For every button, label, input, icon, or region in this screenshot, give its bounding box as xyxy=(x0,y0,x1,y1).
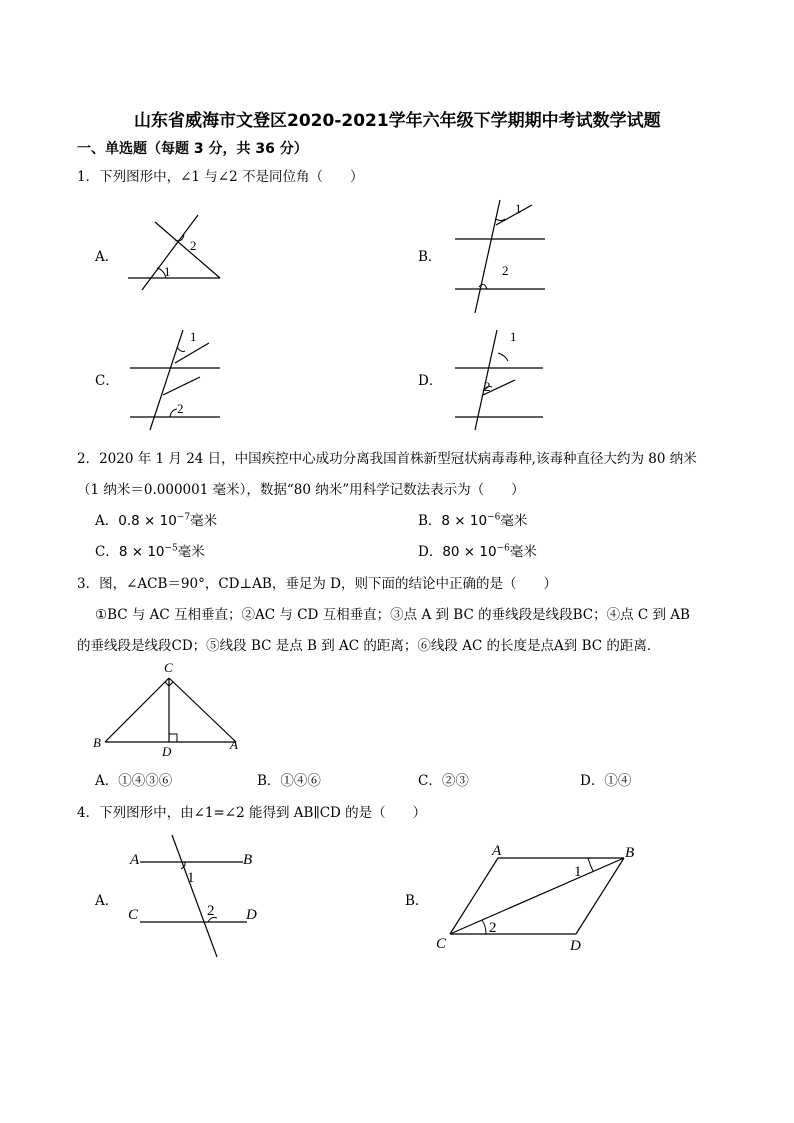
q2-option-a xyxy=(95,509,217,529)
q1-option-d-label: D． xyxy=(418,373,443,389)
q2-option-d-unit: 毫米 xyxy=(509,544,537,560)
q1-option-c-label: C． xyxy=(95,373,119,389)
question-2-stem-line1: 2．2020 年 1 月 24 日，中国疾控中心成功分离我国首株新型冠状病毒毒种,该毒种直径大约为 80 纳米 xyxy=(77,451,697,467)
q4a-label-b: B xyxy=(243,852,253,868)
q4-option-a-label: A． xyxy=(95,893,119,909)
q4b-label-a: A xyxy=(492,843,502,859)
q2-option-c-letter: C． xyxy=(95,544,119,560)
q1-figure-d xyxy=(450,325,550,435)
q4a-label-c: C xyxy=(128,907,139,923)
q4b-label-d: D xyxy=(570,938,581,954)
q3-label-c: C xyxy=(164,660,173,675)
q2-option-b-letter: B． xyxy=(418,513,442,529)
q3-label-a: A xyxy=(230,737,238,752)
q3-option-b: B．①④⑥ xyxy=(257,773,321,789)
q1c-angle-1: 1 xyxy=(190,329,197,344)
q1-figure-b xyxy=(450,195,550,320)
q4a-label-d: D xyxy=(246,907,257,923)
q4a-angle-1: 1 xyxy=(187,870,195,886)
q4-option-b-label: B． xyxy=(405,893,429,909)
q2-option-a-letter: A． xyxy=(95,513,119,529)
q1d-angle-1: 1 xyxy=(510,329,517,344)
section-heading: 一、单选题（每题 3 分，共 36 分） xyxy=(77,141,308,157)
q3-option-c: C．②③ xyxy=(418,773,469,789)
question-1-stem: 1．下列图形中，∠1 与∠2 不是同位角（ ） xyxy=(77,169,364,185)
q3-figure-triangle xyxy=(90,658,250,758)
q2-option-d-letter: D． xyxy=(418,544,443,560)
q2-option-a-exp: −7 xyxy=(176,512,191,523)
q4a-label-a: A xyxy=(130,852,140,868)
question-3-line1: ①BC 与 AC 互相垂直；②AC 与 CD 互相垂直；③点 A 到 BC 的垂线段是线段BC；④点 C 到 AB xyxy=(95,607,690,623)
q1-figure-a xyxy=(120,210,230,295)
q2-option-c-coef: 8 × 10 xyxy=(118,544,165,560)
q4b-angle-1: 1 xyxy=(574,864,582,880)
q2-option-d xyxy=(418,540,537,560)
question-3-line2: 的垂线段是线段CD；⑤线段 BC 是点 B 到 AC 的距离；⑥线段 AC 的长度是点A到 BC 的距离． xyxy=(77,638,661,654)
q1b-angle-2: 2 xyxy=(502,263,509,278)
q1-option-b-label: B． xyxy=(418,249,442,265)
question-3-stem: 3．图，∠ACB＝90°，CD⊥AB，垂足为 D，则下面的结论中正确的是（ ） xyxy=(77,576,557,592)
document-title: 山东省威海市文登区2020-2021学年六年级下学期期中考试数学试题 xyxy=(134,111,661,131)
q1b-angle-1: 1 xyxy=(515,201,522,216)
q2-option-c-unit: 毫米 xyxy=(177,544,205,560)
q2-option-b xyxy=(418,509,527,529)
q2-option-c-exp: −5 xyxy=(164,543,178,554)
q2-option-a-unit: 毫米 xyxy=(190,513,218,529)
q4b-angle-2: 2 xyxy=(489,920,497,936)
q2-option-a-coef: 0.8 × 10 xyxy=(118,513,177,529)
q4b-label-c: C xyxy=(436,936,447,952)
q2-option-b-unit: 毫米 xyxy=(500,513,528,529)
q1-figure-c xyxy=(125,325,230,435)
q2-option-c xyxy=(95,540,205,560)
question-4-stem: 4．下列图形中，由∠1=∠2 能得到 AB∥CD 的是（ ） xyxy=(77,805,427,821)
q4-figure-b xyxy=(430,838,650,958)
q3-option-d: D．①④ xyxy=(580,773,632,789)
q1a-angle-2: 2 xyxy=(190,238,197,253)
q1d-angle-2: 2 xyxy=(484,379,491,394)
q3-label-b: B xyxy=(93,735,101,750)
q2-option-d-coef: 80 × 10 xyxy=(442,544,497,560)
q4b-label-b: B xyxy=(625,845,635,861)
q2-option-b-exp: −6 xyxy=(487,512,501,523)
q4a-angle-2: 2 xyxy=(207,903,215,919)
q3-option-a: A．①④③⑥ xyxy=(95,773,173,789)
q2-option-d-exp: −6 xyxy=(496,543,510,554)
q1-option-a-label: A． xyxy=(95,249,119,265)
q4-figure-a xyxy=(125,832,270,962)
q1a-angle-1: 1 xyxy=(164,264,171,279)
q2-option-b-coef: 8 × 10 xyxy=(441,513,488,529)
q3-label-d: D xyxy=(162,744,172,759)
q1c-angle-2: 2 xyxy=(177,401,184,416)
question-2-stem-line2: （1 纳米＝0.000001 毫米），数据“80 纳米”用科学记数法表示为（ ） xyxy=(77,482,525,498)
